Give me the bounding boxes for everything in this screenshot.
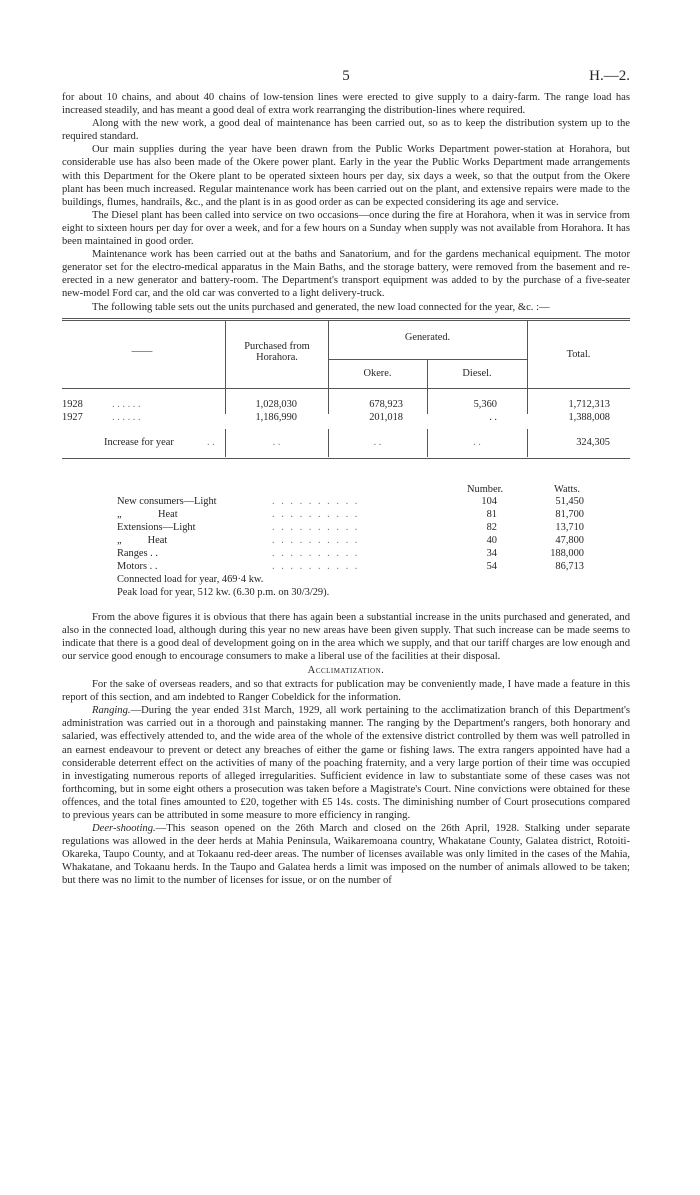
cell-purchased: 1,186,990	[255, 411, 297, 423]
cell-purchased: 1,028,030	[255, 398, 297, 410]
paragraph: From the above figures it is obvious that there has again been a substantial increase in the units purchased and generated, and also in the connected load, although during this year no new areas have been given supply. That such increase can be made seems to indicate that there is a good deal of development going on in the area which we supply, and that our tariff charges are low enough and our service good enough to encourage consumers to make a liberal use of the facilities at their disposal.	[62, 611, 630, 662]
load-watts: 47,800	[555, 534, 584, 546]
column-header-generated: Generated.	[404, 331, 451, 343]
load-watts: 81,700	[555, 508, 584, 520]
cell-total: 324,305	[576, 436, 610, 448]
row-dots: . .	[207, 436, 215, 448]
subheading-deer-shooting: Deer-shooting.	[92, 823, 156, 835]
leader-dots: . . . . . . . . . .	[272, 534, 360, 546]
load-number: 54	[486, 560, 497, 572]
load-table	[62, 483, 630, 611]
load-row	[62, 534, 630, 547]
paragraph: Our main supplies during the year have been drawn from the Public Works Department power-station at Horahora, but considerable use has also been made of the Okere power plant. Early in the year the Public Works Department made arrangements with this Department for the Okere plant to be operated sixteen hours per day, six days a week, so that the output from the Okere plant has been much increased. Regular maintenance work has been carried out on the plant, and extensive repairs were made to the buildings, flumes, handrails, &c., and the plant is in as good order as can be expected considering its age and service.	[62, 144, 630, 208]
cell-diesel: 5,360	[473, 398, 497, 410]
load-row	[62, 521, 630, 534]
load-label: „ Heat	[117, 508, 178, 520]
peak-load: Peak load for year, 512 kw. (6.30 p.m. on 30/3/29).	[117, 586, 330, 598]
section-heading: Acclimatization.	[307, 664, 385, 676]
row-dots: . . . . . .	[112, 411, 141, 423]
table-rule-top-double	[62, 320, 630, 321]
leader-dots: . . . . . . . . . .	[272, 521, 360, 533]
column-header-total: Total.	[566, 348, 591, 360]
cell-diesel: . .	[489, 411, 497, 423]
load-row	[62, 508, 630, 521]
load-row	[62, 495, 630, 508]
page-header	[62, 70, 630, 90]
increase-label: Increase for year	[104, 436, 174, 448]
row-year: 1928	[62, 398, 83, 410]
subheading-ranging: Ranging.	[92, 705, 131, 717]
cell-okere: 678,923	[369, 398, 403, 410]
load-number: 40	[486, 534, 497, 546]
cell-total: 1,712,313	[568, 398, 610, 410]
table-vline	[225, 320, 226, 414]
leader-dots: . . . . . . . . . .	[272, 547, 360, 559]
ranging-text: —During the year ended 31st March, 1929, all work pertaining to the acclimatization branch of this Department's administration was carried out in a thorough and painstaking manner. The ranging by the Department's rangers, both honorary and salaried, was effectively attended to, and the wide area of the whole of the extensive district controlled by them was well patrolled in an earnest endeavour to prevent or detect any breaches of either the game or fishing laws. The extra rangers appointed have had a considerable deterrent effect on the activities of many of the poaching fraternity, and a very large portion of their time was occupied in investigating numerous reports of alleged irregularities. Sufficient evidence in law to substantiate some of these cases was not forthcoming, but in some eight others a prosecution was taken before a Magistrate's Court. Nine convictions were obtained for these offences, and the total fines amounted to £20, together with £5 14s. costs. The diminishing number of Court prosecutions compared to previous years can be attributed in some measure to more efficiency in ranging.	[62, 705, 630, 821]
paragraph-ranging	[62, 704, 630, 822]
paragraph: For the sake of overseas readers, and so that extracts for publication may be conveniently made, I have made a feature in this report of this section, and am indebted to Ranger Cobeldick for the information.	[62, 679, 630, 704]
deer-shooting-text: —This season opened on the 26th March and closed on the 26th April, 1928. Stalking under separate regulations was allowed in the deer herds at Mahia Peninsula, Waikaremoana country, Whakatane County, Galatea district, Rotoiti-Okareka, Taupo County, and at Tokaanu red-deer areas. The number of licenses available was only limited in the cases of the Mahia, Whakatane, and Tokaanu herds. In the Taupo and Galatea herds a limit was imposed on the number of animals allowed to be taken; but there was no limit to the number of licenses for issue, or on the number of	[62, 823, 630, 887]
leader-dots: . . . . . . . . . .	[272, 560, 360, 572]
connected-load: Connected load for year, 469·4 kw.	[117, 573, 264, 585]
load-watts: 188,000	[550, 547, 584, 559]
cell-total: 1,388,008	[568, 411, 610, 423]
table-rule-top	[62, 318, 630, 319]
load-row	[62, 560, 630, 573]
column-header-watts: Watts.	[554, 483, 581, 495]
load-number: 104	[481, 495, 497, 507]
leader-dots: . . . . . . . . . .	[272, 495, 360, 507]
cell-okere: . .	[373, 436, 382, 448]
load-watts: 86,713	[555, 560, 584, 572]
paragraph: The Diesel plant has been called into service on two occasions—once during the fire at Horahora, when it was in service from eight to sixteen hours per day for over a week, and for a few hours on a Sunday when supply was not available from Horahora. It has been maintained in good order.	[62, 209, 630, 248]
paragraph: The following table sets out the units purchased and generated, the new load connected for the year, &c. :—	[92, 301, 550, 313]
load-watts: 51,450	[555, 495, 584, 507]
row-dots: . . . . . .	[112, 398, 141, 410]
cell-okere: 201,018	[369, 411, 403, 423]
load-number: 81	[486, 508, 497, 520]
load-row	[62, 547, 630, 560]
row-year: 1927	[62, 411, 83, 423]
paragraph: Along with the new work, a good deal of maintenance has been carried out, so as to keep the distribution system up to the required standard.	[62, 118, 630, 143]
paragraph-deer-shooting	[62, 822, 630, 887]
column-header-dash: ——	[131, 345, 153, 357]
leader-dots: . . . . . . . . . .	[272, 508, 360, 520]
column-header-number: Number.	[467, 483, 504, 495]
load-summary	[62, 573, 630, 586]
table-rule-bottom	[62, 458, 630, 459]
column-header-okere: Okere.	[363, 367, 392, 379]
load-number: 34	[486, 547, 497, 559]
load-label: New consumers—Light	[117, 495, 217, 507]
table-rule-generated	[328, 359, 527, 360]
units-table	[62, 317, 630, 483]
document-page	[62, 70, 630, 888]
load-label: Ranges . .	[117, 547, 158, 559]
cell-purchased: . .	[272, 436, 281, 448]
paragraph: for about 10 chains, and about 40 chains of low-tension lines were erected to give supply to a dairy-farm. The range load has increased steadily, and has meant a good deal of extra work rearranging the distribution-lines where required.	[62, 92, 630, 117]
paragraph: Maintenance work has been carried out at the baths and Sanatorium, and for the gardens mechanical equipment. The motor generator set for the electro-medical apparatus in the Main Baths, and the storage battery, were removed from the basement and re-erected in a new generator and battery-room. The Department's transport equipment was added to by the purchase of a five-seater new-model Ford car, and the old car was converted to a light delivery-truck.	[62, 249, 630, 300]
column-header-diesel: Diesel.	[462, 367, 492, 379]
load-label: Extensions—Light	[117, 521, 196, 533]
load-watts: 13,710	[555, 521, 584, 533]
document-reference: H.—2.	[589, 68, 630, 84]
cell-diesel: . .	[473, 436, 481, 448]
page-number: 5	[342, 68, 350, 84]
load-number: 82	[486, 521, 497, 533]
table-rule-header	[62, 388, 630, 389]
load-summary	[62, 586, 630, 599]
load-label: „ Heat	[117, 534, 168, 546]
column-header-purchased: Purchased from Horahora.	[244, 340, 310, 363]
load-label: Motors . .	[117, 560, 158, 572]
